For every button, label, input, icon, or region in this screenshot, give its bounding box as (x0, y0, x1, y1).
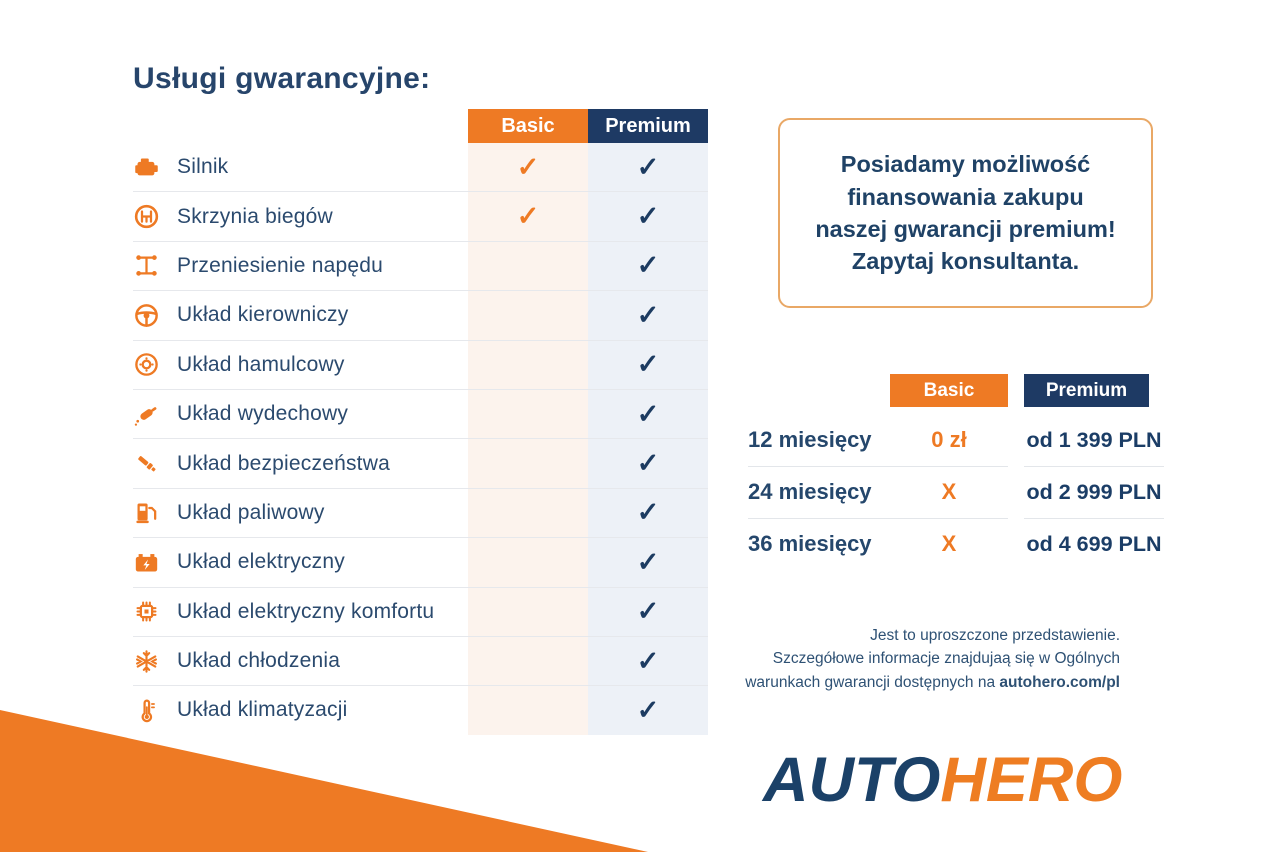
basic-check-cell (468, 489, 588, 537)
snowflake-icon (133, 637, 177, 685)
service-label: Układ chłodzenia (177, 649, 341, 673)
fuel-pump-icon (133, 489, 177, 537)
pricing-basic-value: X (890, 466, 1008, 519)
disclaimer-line-3: warunkach gwarancji dostępnych na (745, 673, 1000, 691)
basic-check-cell (468, 291, 588, 339)
seatbelt-icon (133, 439, 177, 487)
gear-shifter-icon (133, 192, 177, 240)
basic-check-cell (468, 192, 588, 240)
premium-check-cell (588, 192, 708, 240)
premium-check-cell (588, 686, 708, 734)
premium-check-cell (588, 588, 708, 636)
basic-check-cell (468, 439, 588, 487)
service-row (133, 290, 708, 339)
premium-check-cell (588, 390, 708, 438)
basic-check-cell (468, 637, 588, 685)
service-row (133, 143, 708, 191)
page-title: Usługi gwarancyjne: (133, 62, 431, 95)
pricing-table (748, 374, 1164, 570)
pricing-table-body (748, 414, 1164, 570)
disclaimer-site-link: autohero.com/pl (999, 673, 1120, 691)
check-icon: ✓ (636, 201, 660, 232)
service-label: Układ bezpieczeństwa (177, 451, 390, 475)
check-icon: ✓ (636, 596, 660, 627)
logo-auto-part: AUTO (763, 745, 941, 815)
engine-icon (133, 143, 177, 191)
basic-check-cell (468, 242, 588, 290)
basic-check-cell (468, 143, 588, 191)
pricing-period: 36 miesięcy (748, 531, 872, 556)
premium-check-cell (588, 242, 708, 290)
service-label: Układ wydechowy (177, 402, 349, 426)
check-icon: ✓ (636, 645, 660, 676)
pricing-basic-value: X (941, 531, 957, 556)
basic-check-cell (468, 538, 588, 586)
pricing-period: 12 miesięcy (748, 414, 890, 467)
pricing-row (748, 518, 1164, 570)
check-icon: ✓ (636, 299, 660, 330)
disclaimer (745, 624, 1120, 694)
service-row (133, 340, 708, 389)
premium-check-cell (588, 291, 708, 339)
check-icon: ✓ (636, 497, 660, 528)
premium-check-cell (588, 439, 708, 487)
service-row (133, 636, 708, 685)
pricing-table-header (748, 374, 1164, 407)
check-icon: ✓ (636, 151, 660, 182)
premium-check-cell (588, 489, 708, 537)
basic-check-cell (468, 686, 588, 734)
logo-hero-part: HERO (940, 745, 1123, 815)
services-table-body (133, 143, 708, 735)
pricing-period: 24 miesięcy (748, 466, 890, 519)
check-icon: ✓ (636, 398, 660, 429)
service-label: Układ hamulcowy (177, 352, 345, 376)
pricing-premium-value: od 4 699 PLN (1026, 531, 1162, 556)
check-icon: ✓ (516, 151, 540, 182)
service-label: Silnik (177, 155, 229, 179)
service-row (133, 191, 708, 240)
service-row (133, 488, 708, 537)
basic-check-cell (468, 390, 588, 438)
pricing-basic-value: 0 zł (890, 414, 1008, 467)
drivetrain-icon (133, 242, 177, 290)
autohero-logo (763, 744, 1122, 816)
service-label: Układ kierowniczy (177, 303, 349, 327)
steering-wheel-icon (133, 291, 177, 339)
premium-check-cell (588, 637, 708, 685)
pricing-premium-value: od 2 999 PLN (1024, 466, 1164, 519)
basic-check-cell (468, 588, 588, 636)
service-row (133, 587, 708, 636)
pricing-row (748, 414, 1164, 466)
thermometer-icon (133, 686, 177, 734)
premium-check-cell (588, 538, 708, 586)
check-icon: ✓ (636, 250, 660, 281)
premium-column-header: Premium (588, 109, 708, 143)
brake-disc-icon (133, 341, 177, 389)
service-label: Układ klimatyzacji (177, 698, 348, 722)
exhaust-icon (133, 390, 177, 438)
check-icon: ✓ (636, 448, 660, 479)
service-label: Układ paliwowy (177, 500, 325, 524)
service-row (133, 241, 708, 290)
service-label: Układ elektryczny komfortu (177, 599, 435, 623)
disclaimer-line-1: Jest to uproszczone przedstawienie. (870, 627, 1120, 644)
premium-check-cell (588, 143, 708, 191)
service-label: Układ elektryczny (177, 550, 345, 574)
check-icon: ✓ (636, 694, 660, 725)
service-row (133, 438, 708, 487)
disclaimer-line-2: Szczegółowe informacje znajdujaą się w Ogólnych (772, 650, 1120, 668)
financing-promo-box (778, 118, 1153, 308)
premium-check-cell (588, 341, 708, 389)
financing-promo-text: Posiadamy możliwość finansowania zakupu naszej gwarancji premium! Zapytaj konsultanta. (815, 151, 1116, 275)
check-icon: ✓ (636, 546, 660, 577)
service-row (133, 685, 708, 734)
basic-column-header: Basic (468, 109, 588, 143)
check-icon: ✓ (516, 201, 540, 232)
pricing-premium-header: Premium (1024, 374, 1149, 407)
battery-icon (133, 538, 177, 586)
service-row (133, 389, 708, 438)
chip-icon (133, 588, 177, 636)
services-section (133, 62, 708, 735)
pricing-premium-value: od 1 399 PLN (1024, 414, 1164, 467)
services-table-header (133, 109, 708, 143)
service-row (133, 537, 708, 586)
service-label: Skrzynia biegów (177, 204, 333, 228)
basic-check-cell (468, 341, 588, 389)
pricing-basic-header: Basic (890, 374, 1008, 407)
pricing-row (748, 466, 1164, 518)
service-label: Przeniesienie napędu (177, 253, 383, 277)
check-icon: ✓ (636, 349, 660, 380)
